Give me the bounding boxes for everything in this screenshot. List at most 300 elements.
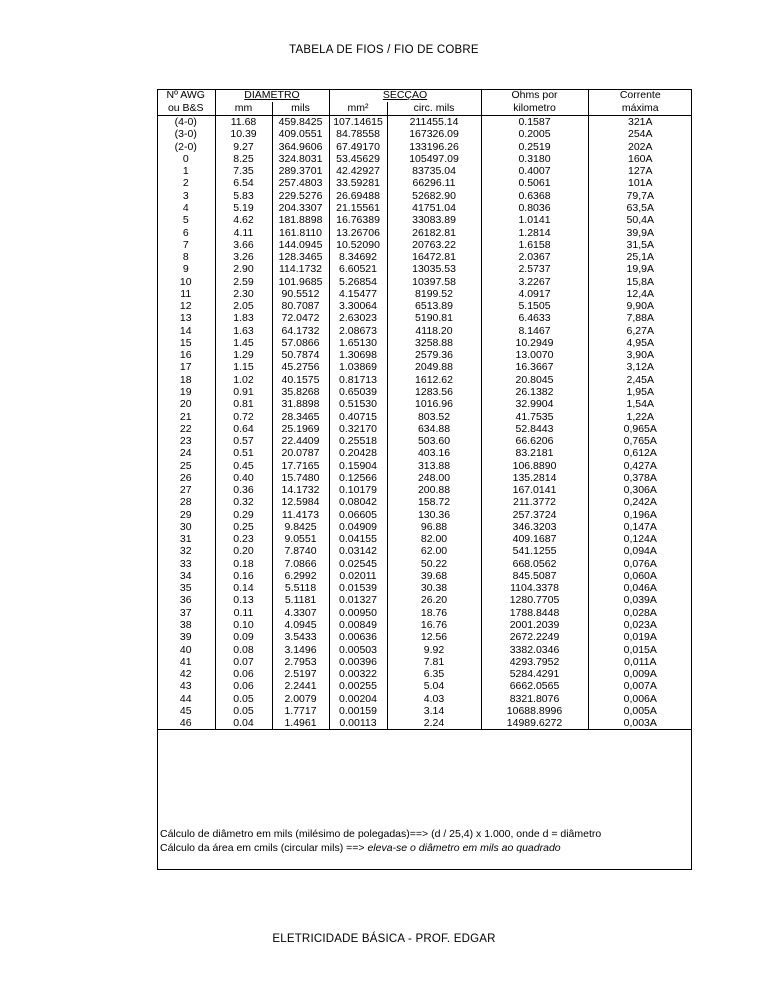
cell-max-current: 0,007A xyxy=(588,680,692,692)
cell-awg: 20 xyxy=(179,398,192,411)
cell-section-circ-mils: 403.16 xyxy=(387,447,481,459)
cell-section-mm2: 0.04155 xyxy=(329,533,387,545)
cell-awg: 0 xyxy=(182,152,189,165)
cell-max-current: 0,039A xyxy=(588,594,692,606)
cell-diameter-mm: 0.91 xyxy=(215,386,272,398)
cell-awg: 21 xyxy=(179,410,192,423)
cell-section-mm2: 0.00950 xyxy=(329,607,387,619)
cell-diameter-mm: 0.51 xyxy=(215,447,272,459)
cell-awg: 2 xyxy=(182,177,189,190)
cell-diameter-mm: 0.64 xyxy=(215,423,272,435)
cell-awg: 23 xyxy=(179,435,192,448)
cell-max-current: 0,242A xyxy=(588,496,692,508)
cell-max-current: 1,54A xyxy=(588,398,692,410)
cell-ohms-per-km: 0.4007 xyxy=(481,165,588,177)
cell-diameter-mils: 4.0945 xyxy=(272,619,329,631)
cell-awg: 27 xyxy=(179,484,192,497)
table-row xyxy=(157,374,692,386)
cell-section-mm2: 107.14615 xyxy=(329,116,387,129)
cell-section-mm2: 0.01327 xyxy=(329,594,387,606)
cell-diameter-mm: 0.05 xyxy=(215,692,272,704)
cell-ohms-per-km: 5284.4291 xyxy=(481,668,588,680)
cell-section-circ-mils: 83735.04 xyxy=(387,165,481,177)
cell-ohms-per-km: 26.1382 xyxy=(481,386,588,398)
cell-diameter-mm: 0.32 xyxy=(215,496,272,508)
cell-ohms-per-km: 1.6158 xyxy=(481,239,588,251)
cell-section-circ-mils: 313.88 xyxy=(387,459,481,471)
cell-section-mm2: 21.15561 xyxy=(329,202,387,214)
cell-diameter-mils: 144.0945 xyxy=(272,239,329,251)
cell-max-current: 12,4A xyxy=(588,288,692,300)
cell-diameter-mils: 3.5433 xyxy=(272,631,329,643)
table-row xyxy=(157,202,692,214)
cell-section-circ-mils: 105497.09 xyxy=(387,153,481,165)
cell-diameter-mm: 0.25 xyxy=(215,521,272,533)
cell-diameter-mils: 31.8898 xyxy=(272,398,329,410)
cell-max-current: 0,147A xyxy=(588,521,692,533)
cell-ohms-per-km: 106.8890 xyxy=(481,459,588,471)
cell-diameter-mm: 0.29 xyxy=(215,509,272,521)
cell-section-circ-mils: 66296.11 xyxy=(387,177,481,189)
cell-section-mm2: 13.26706 xyxy=(329,226,387,238)
table-row xyxy=(157,410,692,422)
cell-ohms-per-km: 6662.0565 xyxy=(481,680,588,692)
cell-diameter-mm: 2.90 xyxy=(215,263,272,275)
table-row xyxy=(157,472,692,484)
table-row xyxy=(157,153,692,165)
table-row xyxy=(157,668,692,680)
cell-awg: 4 xyxy=(182,201,189,214)
cell-ohms-per-km: 0.5061 xyxy=(481,177,588,189)
cell-diameter-mm: 1.02 xyxy=(215,374,272,386)
table-row xyxy=(157,680,692,692)
cell-section-circ-mils: 3258.88 xyxy=(387,337,481,349)
cell-ohms-per-km: 167.0141 xyxy=(481,484,588,496)
table-row xyxy=(157,288,692,300)
cell-awg: 37 xyxy=(179,606,192,619)
table-row xyxy=(157,533,692,545)
cell-max-current: 0,019A xyxy=(588,631,692,643)
cell-section-circ-mils: 133196.26 xyxy=(387,141,481,153)
cell-section-mm2: 0.00322 xyxy=(329,668,387,680)
cell-awg: 1 xyxy=(182,165,189,178)
cell-section-mm2: 0.00113 xyxy=(329,717,387,730)
cell-awg: 8 xyxy=(182,251,189,264)
cell-diameter-mils: 90.5512 xyxy=(272,288,329,300)
header-ohms-sub: kilometro xyxy=(481,102,588,116)
cell-diameter-mm: 0.11 xyxy=(215,607,272,619)
cell-max-current: 0,003A xyxy=(588,717,692,730)
cell-diameter-mils: 14.1732 xyxy=(272,484,329,496)
cell-diameter-mm: 0.20 xyxy=(215,545,272,557)
table-row xyxy=(157,165,692,177)
page-title: TABELA DE FIOS / FIO DE COBRE xyxy=(289,44,479,56)
cell-diameter-mm: 5.83 xyxy=(215,190,272,202)
cell-diameter-mm: 0.14 xyxy=(215,582,272,594)
calculation-notes xyxy=(160,827,690,855)
cell-section-mm2: 67.49170 xyxy=(329,141,387,153)
cell-section-mm2: 0.65039 xyxy=(329,386,387,398)
cell-ohms-per-km: 16.3667 xyxy=(481,361,588,373)
cell-diameter-mils: 2.5197 xyxy=(272,668,329,680)
cell-diameter-mils: 161.8110 xyxy=(272,226,329,238)
cell-ohms-per-km: 541.1255 xyxy=(481,545,588,557)
cell-diameter-mm: 4.62 xyxy=(215,214,272,226)
header-section: SECÇÃO xyxy=(329,89,481,102)
cell-ohms-per-km: 52.8443 xyxy=(481,423,588,435)
cell-ohms-per-km: 5.1505 xyxy=(481,300,588,312)
cell-max-current: 0,046A xyxy=(588,582,692,594)
cell-awg: (2-0) xyxy=(174,140,197,153)
table-row xyxy=(157,398,692,410)
cell-awg: 6 xyxy=(182,226,189,239)
cell-diameter-mils: 72.0472 xyxy=(272,312,329,324)
table-row xyxy=(157,545,692,557)
cell-diameter-mils: 45.2756 xyxy=(272,361,329,373)
cell-diameter-mm: 0.06 xyxy=(215,680,272,692)
table-row xyxy=(157,459,692,471)
cell-max-current: 0,006A xyxy=(588,692,692,704)
cell-section-mm2: 0.81713 xyxy=(329,374,387,386)
table-row xyxy=(157,349,692,361)
table-row xyxy=(157,177,692,189)
cell-ohms-per-km: 2.0367 xyxy=(481,251,588,263)
cell-max-current: 0,015A xyxy=(588,643,692,655)
cell-section-circ-mils: 4118.20 xyxy=(387,325,481,337)
cell-section-mm2: 3.30064 xyxy=(329,300,387,312)
cell-awg: 45 xyxy=(179,704,192,717)
cell-section-mm2: 0.01539 xyxy=(329,582,387,594)
cell-diameter-mils: 324.8031 xyxy=(272,153,329,165)
cell-max-current: 0,060A xyxy=(588,570,692,582)
cell-awg: 35 xyxy=(179,582,192,595)
cell-max-current: 1,95A xyxy=(588,386,692,398)
cell-awg: 7 xyxy=(182,238,189,251)
header-circ-mils: circ. mils xyxy=(387,102,481,116)
cell-diameter-mm: 0.07 xyxy=(215,656,272,668)
cell-awg: 33 xyxy=(179,557,192,570)
cell-section-circ-mils: 2579.36 xyxy=(387,349,481,361)
cell-max-current: 0,005A xyxy=(588,705,692,717)
cell-diameter-mm: 0.08 xyxy=(215,643,272,655)
cell-section-circ-mils: 167326.09 xyxy=(387,128,481,140)
table-row xyxy=(157,337,692,349)
cell-diameter-mils: 25.1969 xyxy=(272,423,329,435)
cell-diameter-mils: 28.3465 xyxy=(272,410,329,422)
cell-ohms-per-km: 257.3724 xyxy=(481,509,588,521)
cell-section-circ-mils: 6513.89 xyxy=(387,300,481,312)
cell-diameter-mm: 7.35 xyxy=(215,165,272,177)
cell-diameter-mils: 289.3701 xyxy=(272,165,329,177)
cell-section-circ-mils: 82.00 xyxy=(387,533,481,545)
cell-awg: 24 xyxy=(179,447,192,460)
cell-ohms-per-km: 1788.8448 xyxy=(481,607,588,619)
cell-section-mm2: 0.02545 xyxy=(329,558,387,570)
cell-ohms-per-km: 3.2267 xyxy=(481,275,588,287)
table-row xyxy=(157,325,692,337)
cell-diameter-mm: 0.81 xyxy=(215,398,272,410)
cell-diameter-mils: 2.7953 xyxy=(272,656,329,668)
cell-awg: 3 xyxy=(182,189,189,202)
cell-diameter-mm: 0.23 xyxy=(215,533,272,545)
cell-diameter-mm: 1.45 xyxy=(215,337,272,349)
cell-max-current: 31,5A xyxy=(588,239,692,251)
cell-awg: 29 xyxy=(179,508,192,521)
cell-diameter-mils: 35.8268 xyxy=(272,386,329,398)
cell-diameter-mils: 5.5118 xyxy=(272,582,329,594)
cell-section-circ-mils: 1283.56 xyxy=(387,386,481,398)
cell-section-mm2: 0.00159 xyxy=(329,705,387,717)
cell-max-current: 160A xyxy=(588,153,692,165)
cell-section-circ-mils: 5.04 xyxy=(387,680,481,692)
cell-max-current: 0,076A xyxy=(588,558,692,570)
cell-awg: (4-0) xyxy=(174,116,197,129)
cell-diameter-mm: 2.59 xyxy=(215,275,272,287)
cell-section-circ-mils: 39.68 xyxy=(387,570,481,582)
cell-section-mm2: 5.26854 xyxy=(329,275,387,287)
cell-section-circ-mils: 1612.62 xyxy=(387,374,481,386)
cell-section-circ-mils: 7.81 xyxy=(387,656,481,668)
table-row xyxy=(157,631,692,643)
cell-section-mm2: 10.52090 xyxy=(329,239,387,251)
cell-section-circ-mils: 4.03 xyxy=(387,692,481,704)
cell-max-current: 15,8A xyxy=(588,275,692,287)
cell-section-mm2: 53.45629 xyxy=(329,153,387,165)
cell-ohms-per-km: 2001.2039 xyxy=(481,619,588,631)
cell-awg: 38 xyxy=(179,619,192,632)
cell-diameter-mm: 0.57 xyxy=(215,435,272,447)
cell-awg: 41 xyxy=(179,655,192,668)
cell-diameter-mils: 101.9685 xyxy=(272,275,329,287)
cell-ohms-per-km: 0.8036 xyxy=(481,202,588,214)
cell-section-mm2: 16.76389 xyxy=(329,214,387,226)
cell-max-current: 0,023A xyxy=(588,619,692,631)
cell-awg: 39 xyxy=(179,631,192,644)
cell-section-circ-mils: 248.00 xyxy=(387,472,481,484)
cell-section-mm2: 42.42927 xyxy=(329,165,387,177)
header-awg-sub: ou B&S xyxy=(157,102,215,116)
cell-diameter-mm: 2.05 xyxy=(215,300,272,312)
cell-diameter-mils: 57.0866 xyxy=(272,337,329,349)
cell-section-circ-mils: 2049.88 xyxy=(387,361,481,373)
cell-ohms-per-km: 668.0562 xyxy=(481,558,588,570)
cell-max-current: 0,427A xyxy=(588,459,692,471)
cell-max-current: 0,009A xyxy=(588,668,692,680)
cell-ohms-per-km: 3382.0346 xyxy=(481,643,588,655)
cell-section-mm2: 0.40715 xyxy=(329,410,387,422)
cell-awg: 31 xyxy=(179,533,192,546)
note-area-italic: eleva-se o diâmetro em mils ao quadrado xyxy=(367,842,561,854)
cell-max-current: 0,612A xyxy=(588,447,692,459)
cell-max-current: 39,9A xyxy=(588,226,692,238)
cell-diameter-mils: 229.5276 xyxy=(272,190,329,202)
cell-section-circ-mils: 30.38 xyxy=(387,582,481,594)
cell-max-current: 0,378A xyxy=(588,472,692,484)
cell-diameter-mm: 0.05 xyxy=(215,705,272,717)
cell-max-current: 6,27A xyxy=(588,325,692,337)
cell-section-mm2: 0.25518 xyxy=(329,435,387,447)
cell-diameter-mm: 1.29 xyxy=(215,349,272,361)
cell-section-mm2: 0.10179 xyxy=(329,484,387,496)
cell-diameter-mils: 9.0551 xyxy=(272,533,329,545)
cell-awg: 36 xyxy=(179,594,192,607)
cell-section-mm2: 2.63023 xyxy=(329,312,387,324)
cell-section-circ-mils: 50.22 xyxy=(387,558,481,570)
cell-section-circ-mils: 211455.14 xyxy=(387,116,481,129)
cell-ohms-per-km: 0.1587 xyxy=(481,116,588,129)
cell-diameter-mm: 4.11 xyxy=(215,226,272,238)
cell-ohms-per-km: 1.2814 xyxy=(481,226,588,238)
cell-diameter-mils: 22.4409 xyxy=(272,435,329,447)
cell-section-mm2: 0.32170 xyxy=(329,423,387,435)
table-row xyxy=(157,300,692,312)
cell-max-current: 0,028A xyxy=(588,607,692,619)
cell-diameter-mils: 11.4173 xyxy=(272,509,329,521)
cell-section-mm2: 0.04909 xyxy=(329,521,387,533)
cell-section-circ-mils: 33083.89 xyxy=(387,214,481,226)
table-row xyxy=(157,226,692,238)
cell-section-circ-mils: 96.88 xyxy=(387,521,481,533)
cell-diameter-mils: 257.4803 xyxy=(272,177,329,189)
cell-section-circ-mils: 6.35 xyxy=(387,668,481,680)
cell-awg: 11 xyxy=(180,287,192,300)
table-row xyxy=(157,141,692,153)
cell-diameter-mm: 1.63 xyxy=(215,325,272,337)
cell-max-current: 25,1A xyxy=(588,251,692,263)
cell-diameter-mm: 3.26 xyxy=(215,251,272,263)
cell-diameter-mils: 40.1575 xyxy=(272,374,329,386)
cell-awg: 28 xyxy=(179,496,192,509)
cell-section-circ-mils: 62.00 xyxy=(387,545,481,557)
cell-section-circ-mils: 158.72 xyxy=(387,496,481,508)
cell-section-mm2: 4.15477 xyxy=(329,288,387,300)
cell-max-current: 101A xyxy=(588,177,692,189)
cell-section-circ-mils: 130.36 xyxy=(387,509,481,521)
cell-section-circ-mils: 26182.81 xyxy=(387,226,481,238)
cell-section-mm2: 0.03142 xyxy=(329,545,387,557)
cell-diameter-mils: 64.1732 xyxy=(272,325,329,337)
cell-awg: 16 xyxy=(179,349,192,362)
cell-section-mm2: 6.60521 xyxy=(329,263,387,275)
table-row xyxy=(157,521,692,533)
cell-awg: 10 xyxy=(179,275,192,288)
table-row xyxy=(157,386,692,398)
cell-max-current: 0,011A xyxy=(588,656,692,668)
table-row xyxy=(157,128,692,140)
cell-diameter-mm: 6.54 xyxy=(215,177,272,189)
cell-ohms-per-km: 135.2814 xyxy=(481,472,588,484)
cell-awg: 5 xyxy=(182,214,189,227)
cell-ohms-per-km: 1104.3378 xyxy=(481,582,588,594)
cell-max-current: 1,22A xyxy=(588,410,692,422)
cell-section-circ-mils: 20763.22 xyxy=(387,239,481,251)
cell-diameter-mils: 17.7165 xyxy=(272,459,329,471)
cell-diameter-mils: 50.7874 xyxy=(272,349,329,361)
cell-awg: 14 xyxy=(179,324,192,337)
cell-diameter-mils: 9.8425 xyxy=(272,521,329,533)
cell-section-circ-mils: 8199.52 xyxy=(387,288,481,300)
cell-section-mm2: 33.59281 xyxy=(329,177,387,189)
cell-awg: 17 xyxy=(179,361,192,374)
header-current-sub: máxima xyxy=(588,102,692,116)
cell-diameter-mils: 5.1181 xyxy=(272,594,329,606)
cell-max-current: 4,95A xyxy=(588,337,692,349)
cell-awg: 30 xyxy=(179,520,192,533)
cell-ohms-per-km: 845.5087 xyxy=(481,570,588,582)
cell-diameter-mils: 2.2441 xyxy=(272,680,329,692)
cell-awg: 12 xyxy=(179,300,192,313)
cell-ohms-per-km: 2.5737 xyxy=(481,263,588,275)
table-row xyxy=(157,263,692,275)
table-row xyxy=(157,558,692,570)
cell-section-circ-mils: 16.76 xyxy=(387,619,481,631)
cell-awg: 34 xyxy=(179,569,192,582)
cell-ohms-per-km: 0.6368 xyxy=(481,190,588,202)
cell-awg: 42 xyxy=(179,668,192,681)
cell-max-current: 0,765A xyxy=(588,435,692,447)
cell-diameter-mils: 15.7480 xyxy=(272,472,329,484)
cell-ohms-per-km: 0.2519 xyxy=(481,141,588,153)
cell-awg: 44 xyxy=(179,692,192,705)
header-awg: Nº AWG xyxy=(166,89,205,101)
table-row xyxy=(157,239,692,251)
table-row xyxy=(157,570,692,582)
cell-ohms-per-km: 211.3772 xyxy=(481,496,588,508)
table-row xyxy=(157,692,692,704)
cell-ohms-per-km: 409.1687 xyxy=(481,533,588,545)
cell-diameter-mm: 11.68 xyxy=(215,116,272,129)
cell-section-circ-mils: 41751.04 xyxy=(387,202,481,214)
cell-diameter-mm: 3.66 xyxy=(215,239,272,251)
table-row xyxy=(157,656,692,668)
cell-awg: 43 xyxy=(179,680,192,693)
cell-section-mm2: 8.34692 xyxy=(329,251,387,263)
cell-diameter-mm: 1.15 xyxy=(215,361,272,373)
cell-section-mm2: 1.65130 xyxy=(329,337,387,349)
cell-max-current: 0,306A xyxy=(588,484,692,496)
cell-ohms-per-km: 346.3203 xyxy=(481,521,588,533)
cell-max-current: 3,90A xyxy=(588,349,692,361)
cell-diameter-mm: 1.83 xyxy=(215,312,272,324)
header-mm: mm xyxy=(215,102,272,116)
cell-section-mm2: 0.00636 xyxy=(329,631,387,643)
cell-max-current: 3,12A xyxy=(588,361,692,373)
cell-ohms-per-km: 0.2005 xyxy=(481,128,588,140)
wire-table xyxy=(157,89,692,730)
cell-diameter-mm: 0.72 xyxy=(215,410,272,422)
table-row xyxy=(157,423,692,435)
cell-max-current: 0,965A xyxy=(588,423,692,435)
table-row xyxy=(157,214,692,226)
cell-ohms-per-km: 13.0070 xyxy=(481,349,588,361)
cell-section-mm2: 0.00255 xyxy=(329,680,387,692)
cell-diameter-mils: 128.3465 xyxy=(272,251,329,263)
cell-max-current: 50,4A xyxy=(588,214,692,226)
cell-section-circ-mils: 503.60 xyxy=(387,435,481,447)
cell-section-mm2: 0.00204 xyxy=(329,692,387,704)
cell-diameter-mm: 0.13 xyxy=(215,594,272,606)
cell-max-current: 127A xyxy=(588,165,692,177)
header-mils: mils xyxy=(272,102,329,116)
cell-diameter-mm: 0.40 xyxy=(215,472,272,484)
cell-diameter-mils: 7.0866 xyxy=(272,558,329,570)
cell-diameter-mils: 204.3307 xyxy=(272,202,329,214)
cell-diameter-mm: 0.06 xyxy=(215,668,272,680)
table-row xyxy=(157,582,692,594)
cell-awg: 18 xyxy=(179,373,192,386)
cell-section-circ-mils: 16472.81 xyxy=(387,251,481,263)
cell-max-current: 0,124A xyxy=(588,533,692,545)
